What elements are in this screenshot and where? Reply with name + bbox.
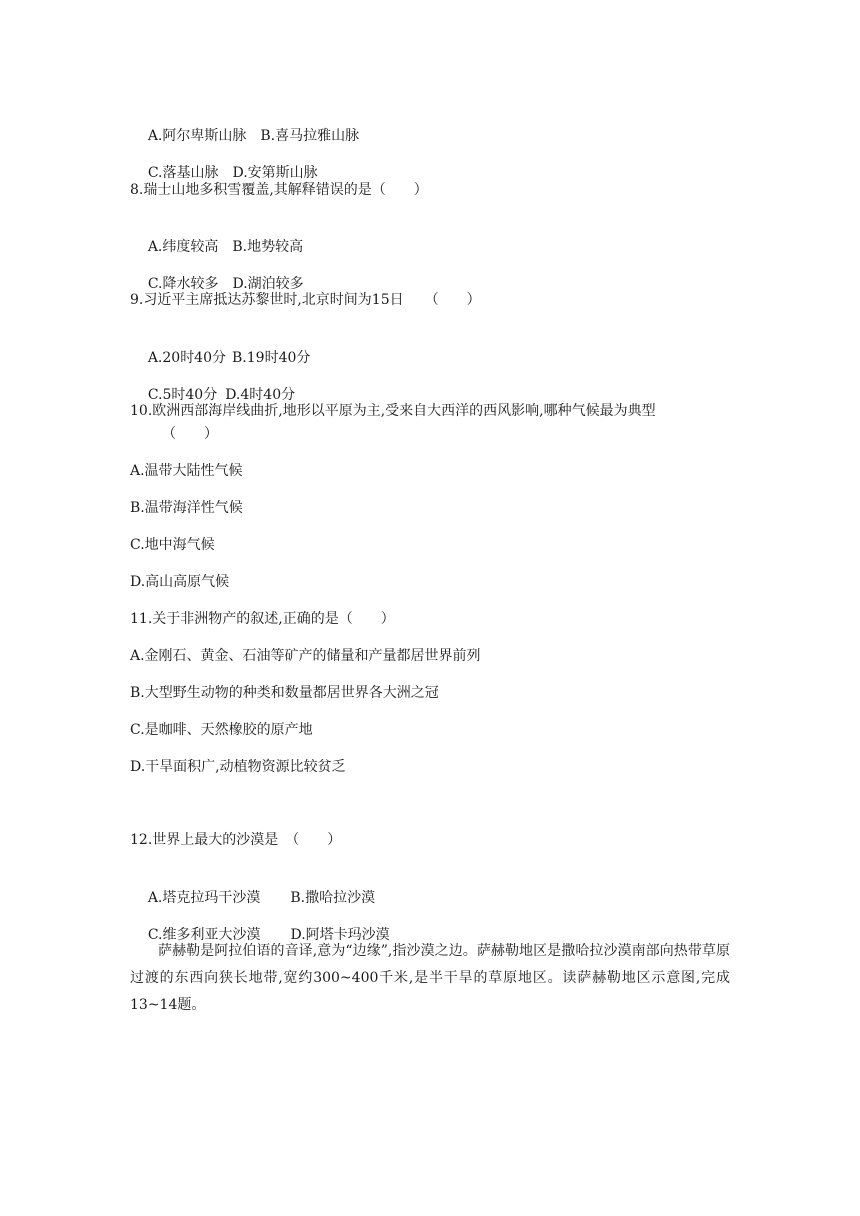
q9-option-a: A.20时40分 <box>147 350 227 366</box>
q12-option-c: C.维多利亚大沙漠 <box>147 927 261 943</box>
q11-option-d: D.干旱面积广,动植物资源比较贫乏 <box>130 759 346 775</box>
q11-option-b: B.大型野生动物的种类和数量都居世界各大洲之冠 <box>130 685 439 701</box>
q10-option-a: A.温带大陆性气候 <box>130 463 243 479</box>
q11-option-c: C.是咖啡、天然橡胶的原产地 <box>130 722 313 738</box>
q12-stem: 12.世界上最大的沙漠是 （ ） <box>130 832 342 848</box>
passage-sahel: 萨赫勒是阿拉伯语的音译,意为“边缘”,指沙漠之边。萨赫勒地区是撒哈拉沙漠南部向热带草原过渡的东西向狭长地带,宽约300~400千米,是半干旱的草原地区。读萨赫勒地区示意图,完成13~14题。 <box>130 943 730 1013</box>
q8-option-c: C.降水较多 <box>147 276 219 292</box>
q7-option-a: A.阿尔卑斯山脉 <box>147 128 247 144</box>
q10-answer-bracket: （ ） <box>162 426 218 442</box>
q11-option-a: A.金刚石、黄金、石油等矿产的储量和产量都居世界前列 <box>130 648 481 664</box>
q7-option-b: B.喜马拉雅山脉 <box>260 128 360 144</box>
q12-option-d: D.阿塔卡玛沙漠 <box>290 927 390 943</box>
q8-option-d: D.湖泊较多 <box>232 276 304 292</box>
q7-option-c: C.落基山脉 <box>147 165 219 181</box>
q8-stem: 8.瑞士山地多积雪覆盖,其解释错误的是（ ） <box>130 182 428 198</box>
q8-option-a: A.纬度较高 <box>147 239 219 255</box>
q10-option-c: C.地中海气候 <box>130 537 215 553</box>
q9-option-b: B.19时40分 <box>232 350 311 366</box>
q9-option-d: D.4时40分 <box>225 387 296 403</box>
q7-option-d: D.安第斯山脉 <box>232 165 318 181</box>
q12-option-b: B.撒哈拉沙漠 <box>290 890 376 906</box>
q11-stem: 11.关于非洲物产的叙述,正确的是（ ） <box>130 611 395 627</box>
q9-stem: 9.习近平主席抵达苏黎世时,北京时间为15日 （ ） <box>130 292 481 308</box>
q10-stem: 10.欧洲西部海岸线曲折,地形以平原为主,受来自大西洋的西风影响,哪种气候最为典型 <box>130 403 656 419</box>
q10-option-b: B.温带海洋性气候 <box>130 500 243 516</box>
q10-option-d: D.高山高原气候 <box>130 574 230 590</box>
q8-option-b: B.地势较高 <box>232 239 304 255</box>
q9-option-c: C.5时40分 <box>147 387 218 403</box>
q12-option-a: A.塔克拉玛干沙漠 <box>147 890 261 906</box>
